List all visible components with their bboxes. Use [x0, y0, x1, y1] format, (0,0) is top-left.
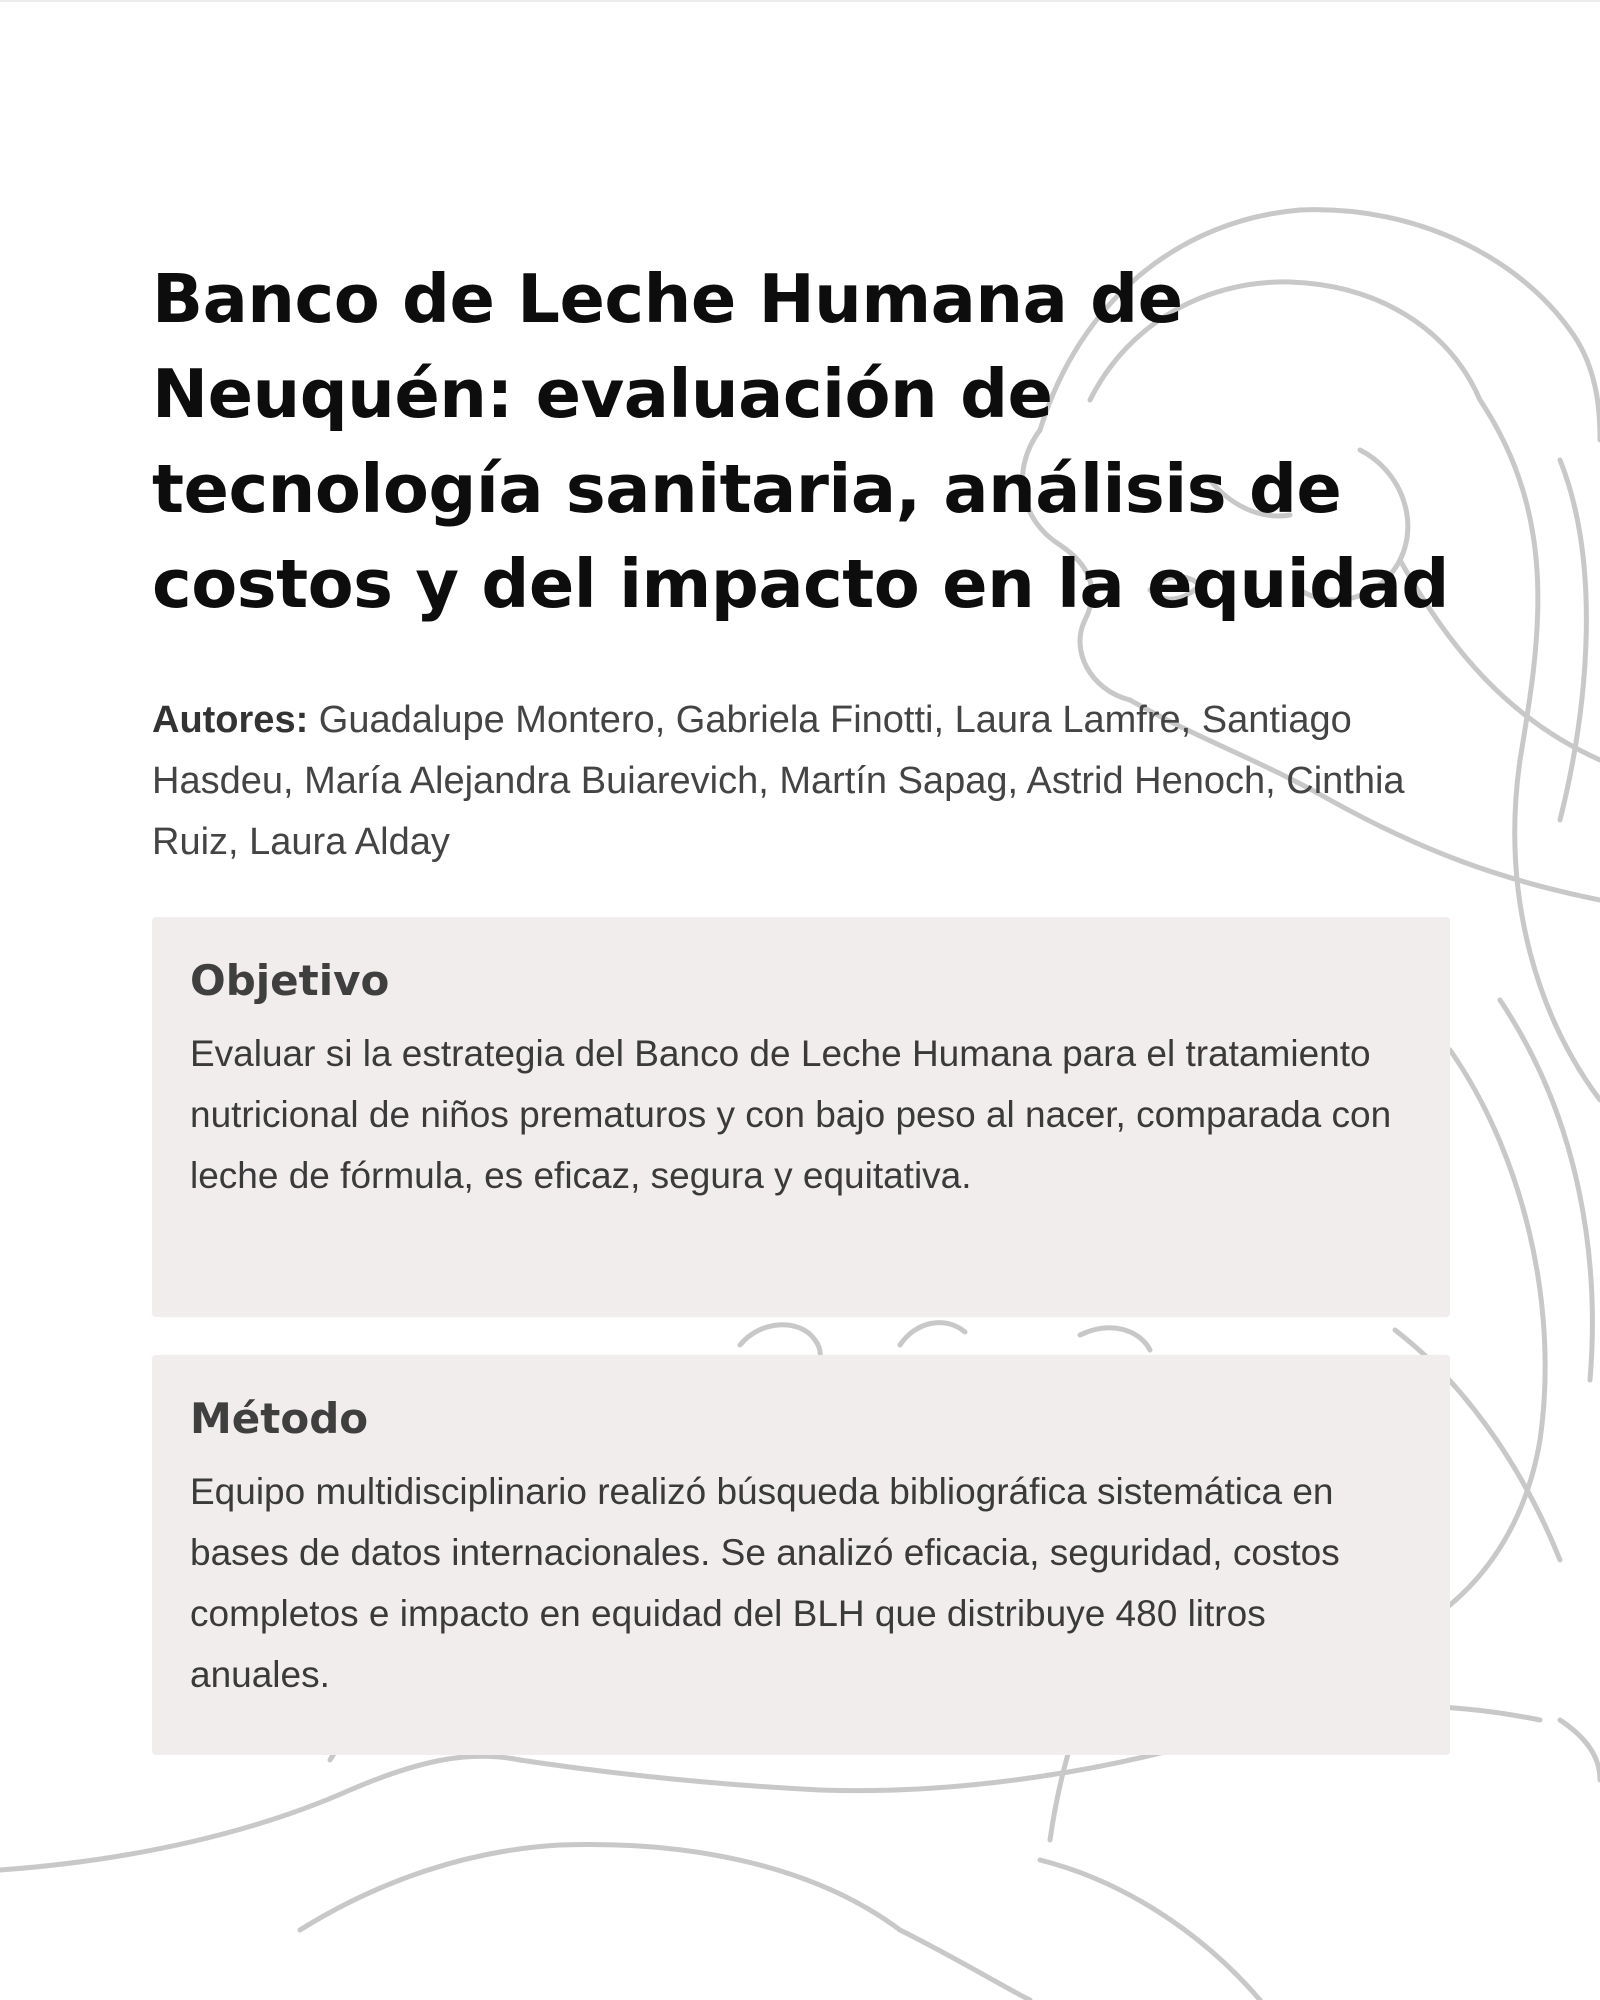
objetivo-heading: Objetivo — [190, 956, 390, 1005]
authors-label: Autores: — [152, 699, 309, 741]
authors-names: Guadalupe Montero, Gabriela Finotti, Laura Lamfre, Santiago Hasdeu, María Alejandra Buiarevich, Martín Sapag, Astrid Henoch, Cinthia Ruiz, Laura Alday — [152, 699, 1405, 863]
page-title: Banco de Leche Humana de Neuquén: evaluación de tecnología sanitaria, análisis de costos y del impacto en la equidad — [152, 260, 1449, 623]
document-content — [152, 252, 1450, 1755]
objetivo-body: Evaluar si la estrategia del Banco de Leche Humana para el tratamiento nutricional de niños prematuros y con bajo peso al nacer, comparada con leche de fórmula, es eficaz, segura y equitativa. — [190, 1033, 1392, 1196]
metodo-card — [152, 1355, 1450, 1755]
metodo-body: Equipo multidisciplinario realizó búsqueda bibliográfica sistemática en bases de datos internacionales. Se analizó eficacia, seguridad, costos completos e impacto en equidad del BLH que distribuye 480 litros anuales. — [190, 1471, 1340, 1695]
authors-line — [152, 690, 1432, 873]
metodo-heading: Método — [190, 1394, 369, 1443]
objetivo-card — [152, 917, 1450, 1317]
